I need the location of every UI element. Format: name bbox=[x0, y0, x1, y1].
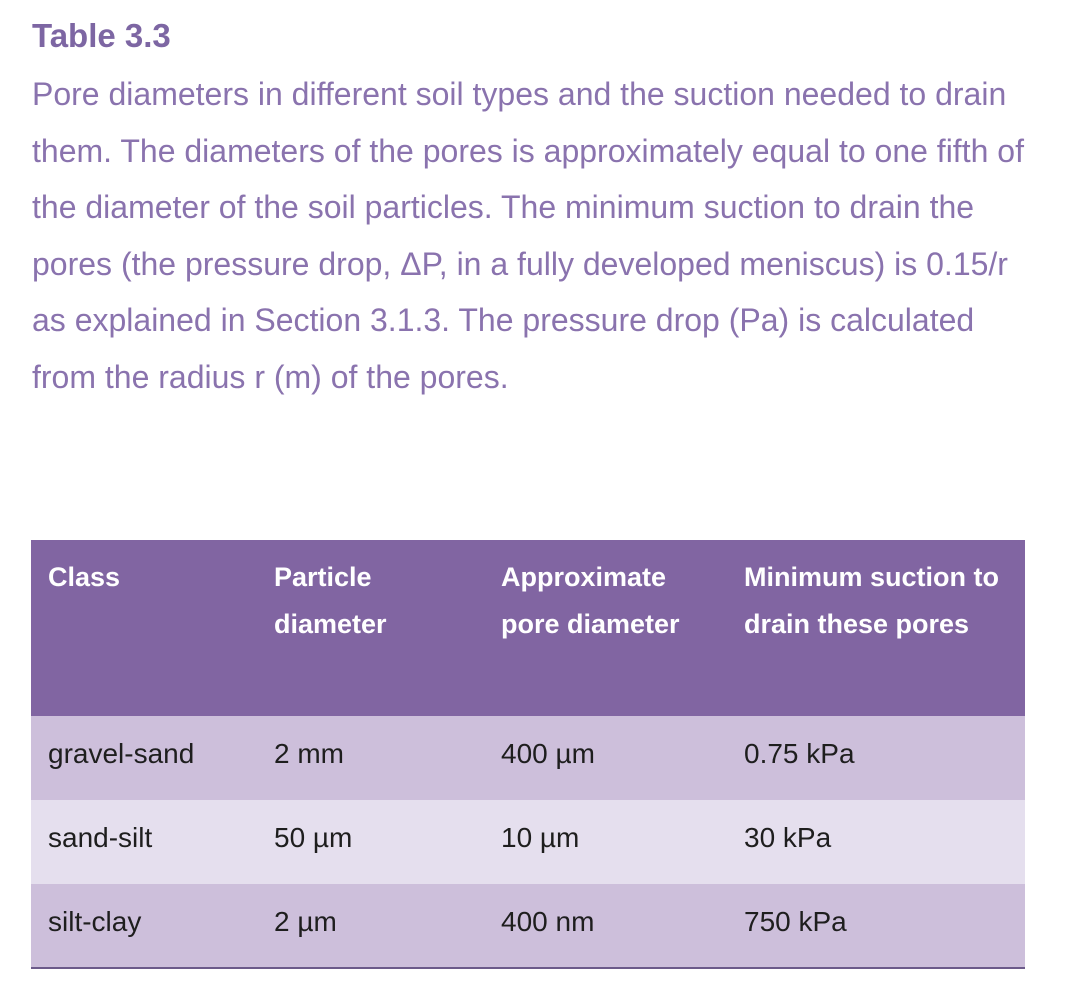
header-particle-diameter: Particle diameter bbox=[274, 562, 387, 639]
cell-particle-diameter: 2 mm bbox=[274, 738, 344, 769]
table-body bbox=[31, 716, 1025, 968]
cell-pore-diameter: 400 nm bbox=[501, 906, 595, 937]
table-row bbox=[31, 800, 1025, 884]
cell-minimum-suction: 30 kPa bbox=[744, 822, 832, 853]
cell-minimum-suction: 750 kPa bbox=[744, 906, 847, 937]
cell-class: silt-clay bbox=[48, 906, 142, 937]
header-class: Class bbox=[48, 562, 121, 592]
cell-particle-diameter: 2 µm bbox=[274, 906, 337, 937]
header-pore-diameter: Approximate pore diameter bbox=[501, 562, 680, 639]
table-row bbox=[31, 884, 1025, 968]
table-caption: Pore diameters in different soil types and the suction needed to drain them. The diameters of the pores is approximately equal to one fifth of the diameter of the soil particles. The minimum suction to drain the pores (the pressure drop, ΔP, in a fully developed meniscus) is 0.15/r as explained in Section 3.1.3. The pressure drop (Pa) is calculated from the radius r (m) of the pores. bbox=[32, 76, 1024, 395]
soil-pore-table bbox=[31, 540, 1025, 969]
cell-particle-diameter: 50 µm bbox=[274, 822, 353, 853]
cell-class: gravel-sand bbox=[48, 738, 195, 769]
cell-class: sand-silt bbox=[48, 822, 153, 853]
header-row bbox=[31, 540, 1025, 716]
table-row bbox=[31, 716, 1025, 800]
table-title: Table 3.3 bbox=[32, 17, 171, 54]
cell-pore-diameter: 10 µm bbox=[501, 822, 580, 853]
cell-pore-diameter: 400 µm bbox=[501, 738, 595, 769]
cell-minimum-suction: 0.75 kPa bbox=[744, 738, 855, 769]
header-minimum-suction: Minimum suction to drain these pores bbox=[744, 562, 999, 639]
table-header bbox=[31, 540, 1025, 716]
